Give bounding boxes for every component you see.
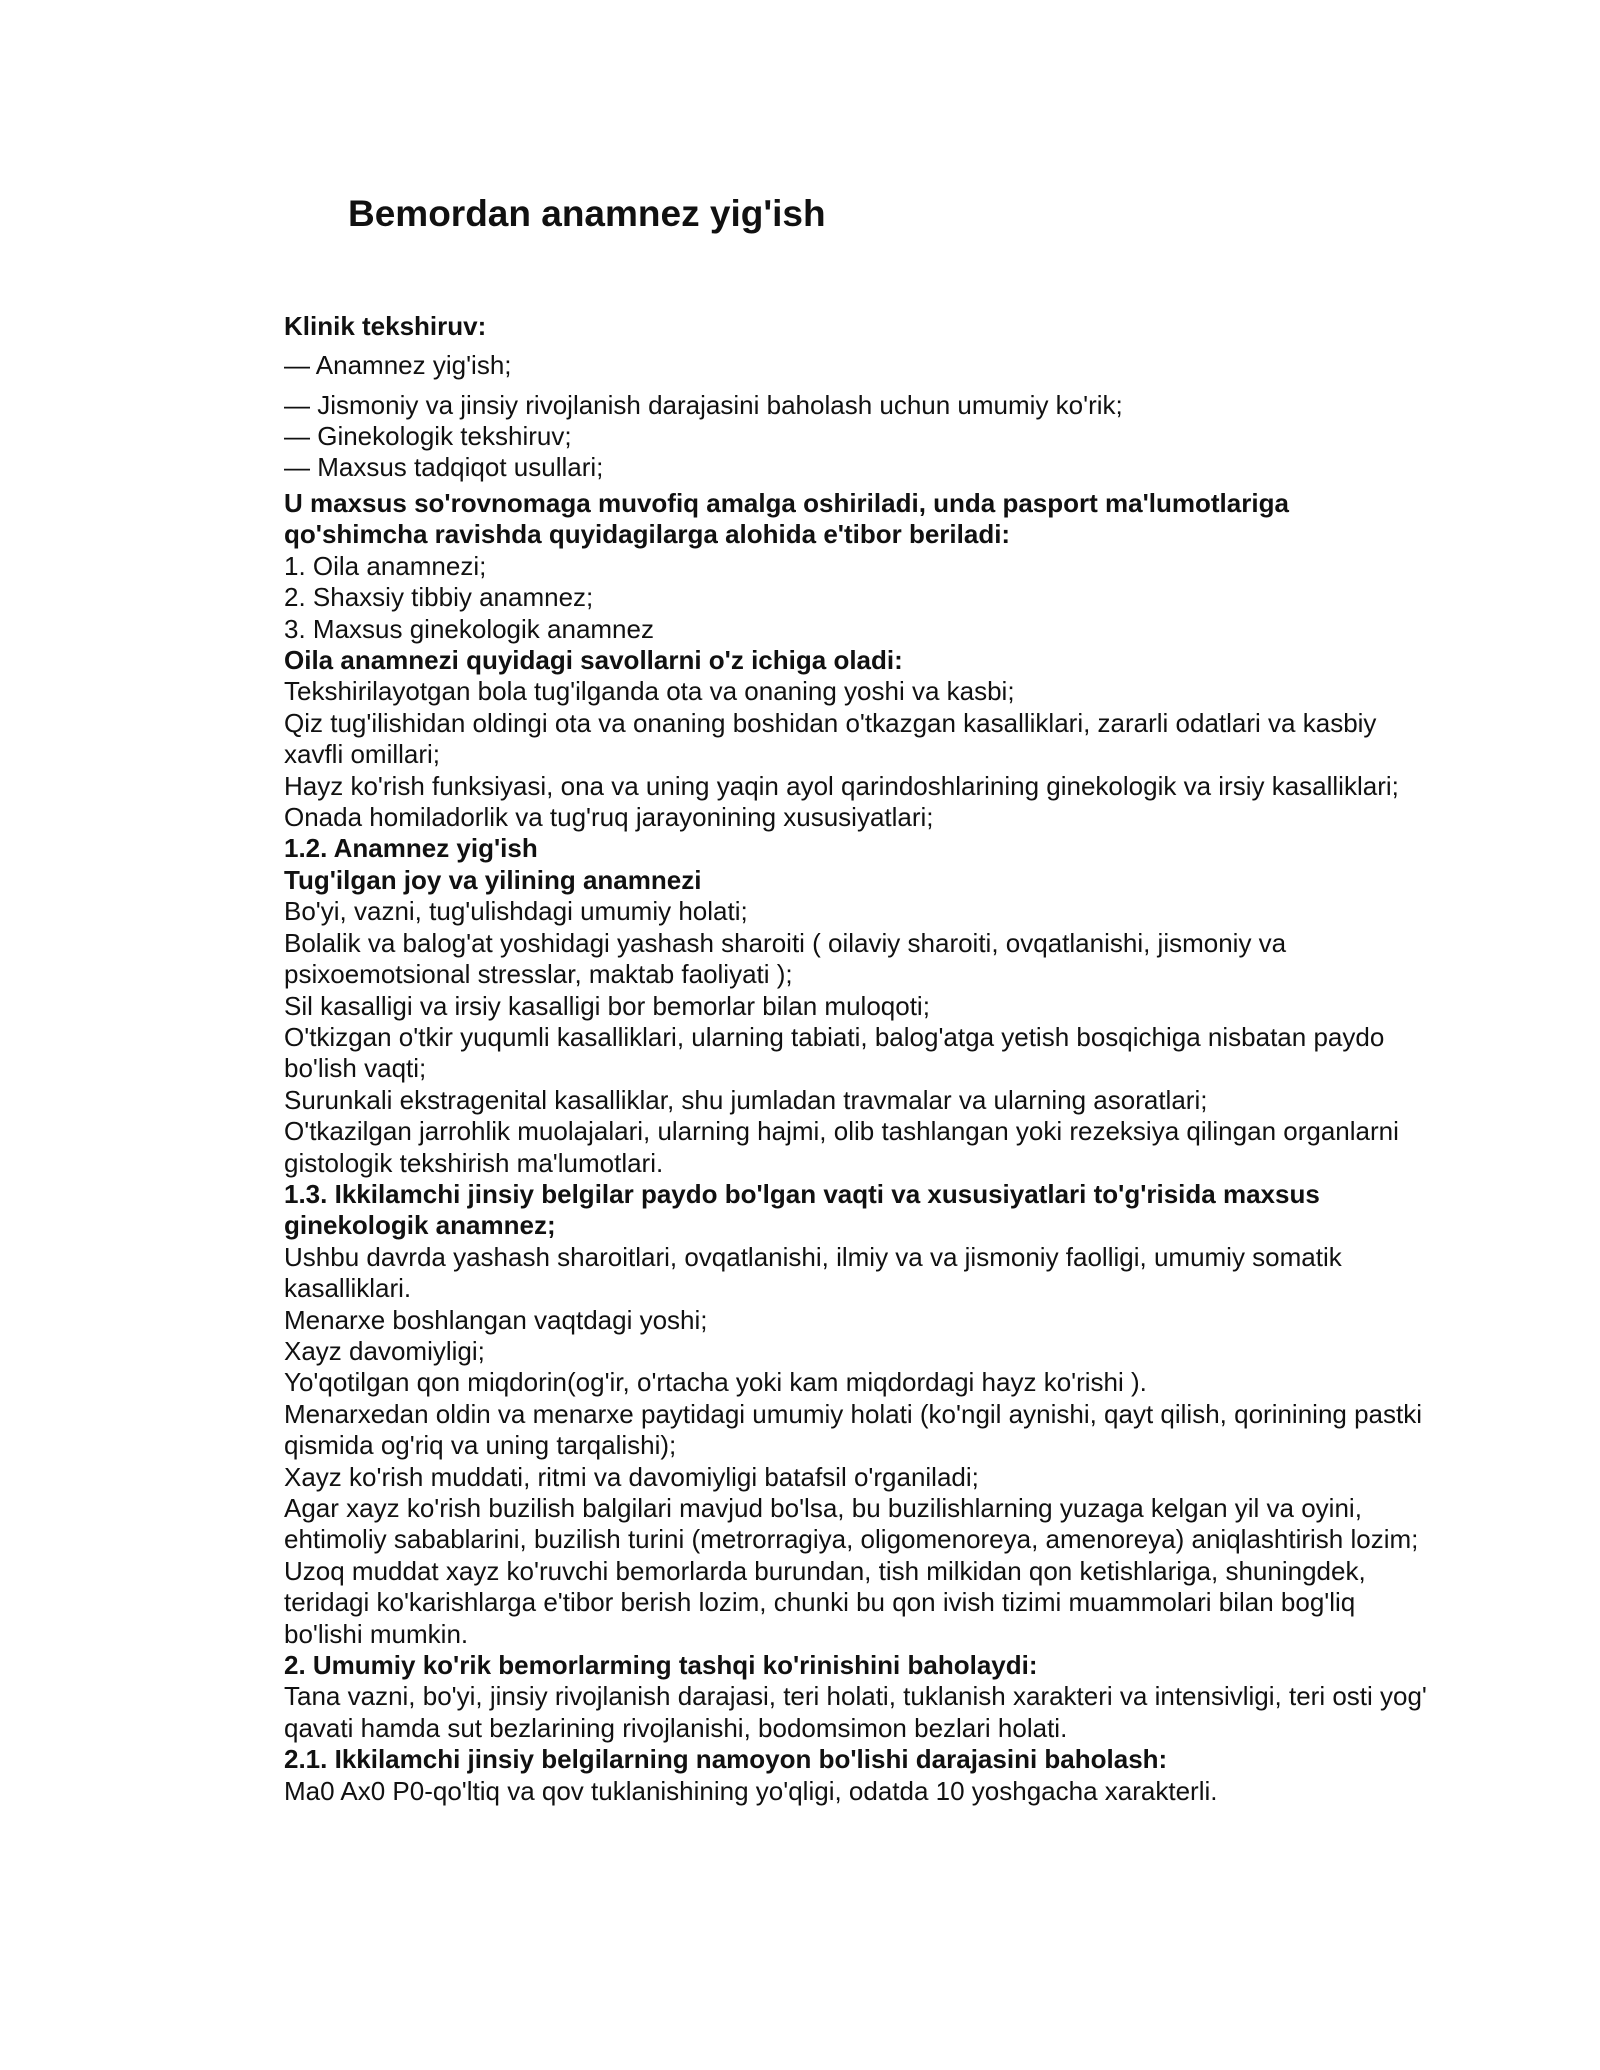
paragraph: Onada homiladorlik va tug'ruq jarayonining xususiyatlari; [284, 802, 934, 833]
paragraph: 2. Shaxsiy tibbiy anamnez; [284, 582, 594, 613]
paragraph: O'tkazilgan jarrohlik muolajalari, ularning hajmi, olib tashlangan yoki rezeksiya qilingan organlarni gistologik tekshirish ma'lumotlari. [284, 1116, 1399, 1178]
paragraph-heading: Oila anamnezi quyidagi savollarni o'z ichiga oladi: [284, 645, 903, 676]
paragraph: Xayz davomiyligi; [284, 1335, 485, 1366]
paragraph: 1. Oila anamnezi; [284, 550, 487, 581]
paragraph: Menarxedan oldin va menarxe paytidagi umumiy holati (ko'ngil aynishi, qayt qilish, qorinining pastki qismida og'riq va uning tarqalishi); [284, 1398, 1423, 1461]
paragraph: Agar xayz ko'rish buzilish balgilari mavjud bo'lsa, bu buzilishlarning yuzaga kelgan yil va oyini, ehtimoliy sabablarini, buzilish turini (metrorragiya, oligomenoreya, amenoreya) aniqlashtirish lozim; [284, 1493, 1419, 1555]
paragraph-heading: 2.1. Ikkilamchi jinsiy belgilarning namoyon bo'lishi darajasini baholash: [284, 1744, 1168, 1775]
paragraph-heading: Tug'ilgan joy va yilining anamnezi [284, 864, 702, 895]
section-heading: Klinik tekshiruv: [284, 311, 487, 341]
paragraph: Bo'yi, vazni, tug'ulishdagi umumiy holati; [284, 896, 748, 927]
paragraph: Uzoq muddat xayz ko'ruvchi bemorlarda burundan, tish milkidan qon ketishlariga, shuningdek, teridagi ko'karishlarga e'tibor berish lozim, chunki bu qon ivish tizimi muammolari bilan bog'liq bo'lishi mumkin. [284, 1555, 1366, 1649]
paragraph: Menarxe boshlangan vaqtdagi yoshi; [284, 1304, 708, 1335]
paragraph: Ma0 Ax0 P0-qo'ltiq va qov tuklanishining yo'qligi, odatda 10 yoshgacha xarakterli. [284, 1775, 1218, 1806]
paragraph-heading: 1.3. Ikkilamchi jinsiy belgilar paydo bo'lgan vaqti va xususiyatlari to'g'risida maxsus ginekologik anamnez; [284, 1178, 1320, 1241]
paragraph: Hayz ko'rish funksiyasi, ona va uning yaqin ayol qarindoshlarining ginekologik va irsiy kasalliklari; [284, 770, 1399, 801]
list-item: — Jismoniy va jinsiy rivojlanish darajasini baholash uchun umumiy ko'rik; [284, 390, 1123, 420]
paragraph: O'tkizgan o'tkir yuqumli kasalliklari, ularning tabiati, balog'atga yetish bosqichiga nisbatan paydo bo'lish vaqti; [284, 1021, 1385, 1084]
paragraph: Surunkali ekstragenital kasalliklar, shu jumladan travmalar va ularning asoratlari; [284, 1084, 1208, 1115]
list-item: — Anamnez yig'ish; [284, 350, 512, 380]
paragraph: 3. Maxsus ginekologik anamnez [284, 613, 654, 644]
paragraph: Xayz ko'rish muddati, ritmi va davomiyligi batafsil o'rganiladi; [284, 1461, 979, 1492]
paragraph: Sil kasalligi va irsiy kasalligi bor bemorlar bilan muloqoti; [284, 990, 930, 1021]
paragraph-heading: 2. Umumiy ko'rik bemorlarming tashqi ko'rinishini baholaydi: [284, 1650, 1038, 1681]
paragraph: Ushbu davrda yashash sharoitlari, ovqatlanishi, ilmiy va va jismoniy faolligi, umumiy somatik kasalliklari. [284, 1241, 1342, 1304]
paragraph-heading: U maxsus so'rovnomaga muvofiq amalga oshiriladi, unda pasport ma'lumotlariga qo'shimcha ravishda quyidagilarga alohida e'tibor beriladi: [284, 488, 1289, 550]
paragraph: Yo'qotilgan qon miqdorin(og'ir, o'rtacha yoki kam miqdordagi hayz ko'rishi ). [284, 1367, 1147, 1398]
paragraph: Qiz tug'ilishidan oldingi ota va onaning boshidan o'tkazgan kasalliklari, zararli odatlari va kasbiy xavfli omillari; [284, 707, 1377, 770]
paragraph: Tana vazni, bo'yi, jinsiy rivojlanish darajasi, teri holati, tuklanish xarakteri va intensivligi, teri osti yog' qavati hamda sut bezlarining rivojlanishi, bodomsimon bezlari holati. [284, 1681, 1427, 1743]
paragraph-heading: 1.2. Anamnez yig'ish [284, 833, 538, 864]
paragraph: Bolalik va balog'at yoshidagi yashash sharoiti ( oilaviy sharoiti, ovqatlanishi, jismoniy va psixoemotsional stresslar, maktab faoliyati ); [284, 927, 1287, 990]
document-body [284, 488, 1434, 1807]
document-title: Bemordan anamnez yig'ish [348, 193, 826, 234]
list-item: — Ginekologik tekshiruv; [284, 421, 572, 451]
paragraph: Tekshirilayotgan bola tug'ilganda ota va onaning yoshi va kasbi; [284, 676, 1015, 707]
list-item: — Maxsus tadqiqot usullari; [284, 452, 604, 482]
